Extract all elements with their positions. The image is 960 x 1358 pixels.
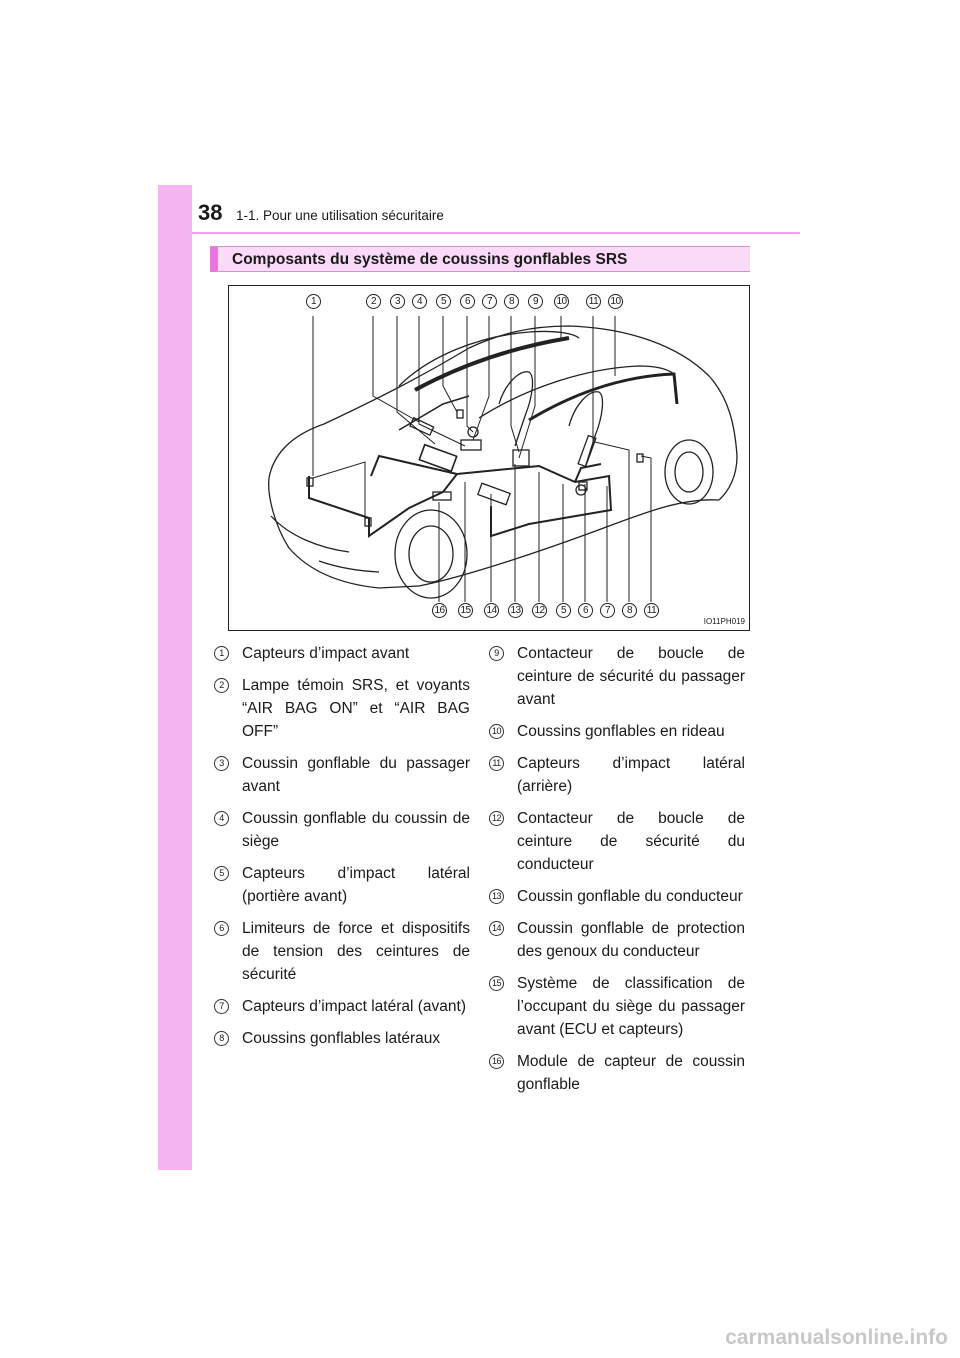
item-text: Coussin gonflable de protection des genoux du conducteur: [517, 920, 745, 960]
item-number: 9: [489, 646, 504, 661]
item-number: 1: [214, 646, 229, 661]
legend-item: [489, 807, 745, 876]
item-text: Contacteur de boucle de ceinture de sécurité du passager avant: [517, 645, 745, 708]
figure-code: IO11PH019: [703, 617, 745, 626]
callout-top-2: 2: [366, 294, 381, 309]
item-text: Capteurs d’impact avant: [242, 645, 410, 662]
item-number: 8: [214, 1031, 229, 1046]
page-number: 38: [198, 200, 223, 225]
footer-watermark: carmanualsonline.info: [725, 1326, 948, 1349]
callout-top-10b: 10: [608, 294, 623, 309]
header-rule: [192, 232, 800, 234]
banner-title: Composants du système de coussins gonflables SRS: [232, 251, 628, 268]
item-number: 7: [214, 999, 229, 1014]
callout-bottom-16: 16: [432, 603, 447, 618]
callout-top-3: 3: [390, 294, 405, 309]
legend-list-left: [214, 642, 470, 1059]
legend-item: [489, 642, 745, 711]
chapter-side-strip: [158, 185, 192, 1170]
callout-top-1: 1: [306, 294, 321, 309]
item-number: 13: [489, 889, 504, 904]
item-text: Contacteur de boucle de ceinture de sécurité du conducteur: [517, 810, 745, 873]
item-text: Lampe témoin SRS, et voyants “AIR BAG ON” et “AIR BAG OFF”: [242, 677, 470, 740]
callout-bottom-15: 15: [458, 603, 473, 618]
item-text: Coussins gonflables latéraux: [242, 1030, 441, 1047]
callout-top-5: 5: [436, 294, 451, 309]
legend-item: [214, 752, 470, 798]
legend-item: [489, 972, 745, 1041]
item-number: 10: [489, 724, 504, 739]
item-number: 5: [214, 866, 229, 881]
airbag-diagram: [228, 285, 750, 631]
legend-item: [489, 720, 745, 743]
item-number: 15: [489, 976, 504, 991]
item-number: 2: [214, 678, 229, 693]
item-number: 12: [489, 811, 504, 826]
callout-top-4: 4: [412, 294, 427, 309]
legend-list-right: [489, 642, 745, 1105]
callout-bottom-7: 7: [600, 603, 615, 618]
item-text: Capteurs d’impact latéral (arrière): [517, 755, 745, 795]
legend-item: [214, 642, 470, 665]
legend-item: [214, 995, 470, 1018]
item-text: Coussin gonflable du passager avant: [242, 755, 470, 795]
callout-bottom-12: 12: [532, 603, 547, 618]
callout-top-11: 11: [586, 294, 601, 309]
callout-top-7: 7: [482, 294, 497, 309]
item-text: Système de classification de l’occupant du siège du passager avant (ECU et capteurs): [517, 975, 745, 1038]
callout-top-6: 6: [460, 294, 475, 309]
callout-bottom-5: 5: [556, 603, 571, 618]
item-number: 6: [214, 921, 229, 936]
item-text: Coussin gonflable du coussin de siège: [242, 810, 470, 850]
legend-item: [214, 917, 470, 986]
section-title: 1-1. Pour une utilisation sécuritaire: [236, 208, 444, 223]
callout-bottom-14: 14: [484, 603, 499, 618]
legend-item: [214, 807, 470, 853]
item-text: Limiteurs de force et dispositifs de tension des ceintures de sécurité: [242, 920, 470, 983]
callout-bottom-8: 8: [622, 603, 637, 618]
item-number: 14: [489, 921, 504, 936]
item-number: 3: [214, 756, 229, 771]
item-text: Coussin gonflable du conducteur: [517, 888, 743, 905]
section-banner: [210, 246, 750, 272]
legend-item: [214, 1027, 470, 1050]
callout-bottom-11: 11: [644, 603, 659, 618]
legend-item: [214, 862, 470, 908]
legend-item: [489, 917, 745, 963]
callout-bottom-13: 13: [508, 603, 523, 618]
legend-item: [489, 885, 745, 908]
callout-bottom-6: 6: [578, 603, 593, 618]
legend-item: [214, 674, 470, 743]
legend-item: [489, 1050, 745, 1096]
callout-top-8: 8: [504, 294, 519, 309]
callout-top-10: 10: [554, 294, 569, 309]
item-number: 4: [214, 811, 229, 826]
item-text: Coussins gonflables en rideau: [517, 723, 725, 740]
item-text: Capteurs d’impact latéral (portière avant): [242, 865, 470, 905]
legend-item: [489, 752, 745, 798]
callout-top-9: 9: [528, 294, 543, 309]
item-text: Capteurs d’impact latéral (avant): [242, 998, 466, 1015]
item-text: Module de capteur de coussin gonflable: [517, 1053, 745, 1093]
item-number: 16: [489, 1054, 504, 1069]
car-illustration: [229, 286, 751, 632]
item-number: 11: [489, 756, 504, 771]
